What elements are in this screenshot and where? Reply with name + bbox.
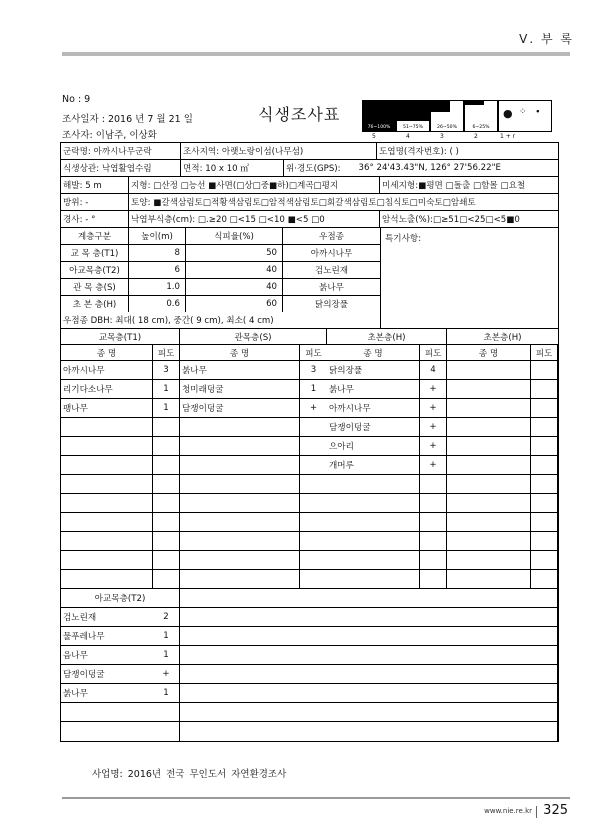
species-cell — [61, 570, 153, 589]
special-notes: 특기사항: — [385, 234, 422, 244]
coverage-number: 5 — [372, 133, 376, 140]
degree-cell — [531, 494, 558, 513]
species-cell — [447, 532, 531, 551]
species-cell — [447, 513, 531, 532]
species-cell — [180, 494, 300, 513]
degree-cell: + — [420, 456, 447, 475]
species-cell: 리기다소나무 — [61, 380, 153, 399]
soil-type: 토양: ■갈색삼림토□적황색삼림토□암적색삼림토□회갈색삼림토□침식토□미숙토□암쇄토 — [131, 198, 476, 208]
species-cell — [447, 570, 531, 589]
species-col-header: 종 명 — [327, 345, 420, 361]
species-cell — [327, 475, 420, 494]
species-cell — [327, 570, 420, 589]
species-cell — [447, 418, 531, 437]
degree-cell — [300, 475, 327, 494]
species-cell: 붉나무 — [180, 361, 300, 380]
degree-cell — [153, 437, 180, 456]
species-cell — [61, 551, 153, 570]
species-cell: 아까시나무 — [61, 361, 153, 380]
layer-cover: 40 — [186, 262, 283, 278]
species-cell — [447, 475, 531, 494]
species-cell: 음나무 — [61, 646, 153, 665]
species-cell: 아까시나무 — [327, 399, 420, 418]
micro-terrain: 미세지형:■평면 □돌출 □함몰 □요철 — [382, 181, 526, 191]
coverage-caption: 51~75% — [403, 125, 423, 130]
degree-cell — [420, 494, 447, 513]
survey-sheet — [60, 142, 559, 742]
layer-dominant: 닭의장풀 — [314, 300, 349, 310]
coverage-box-5 — [498, 100, 552, 132]
surveyors: 조사자: 이남주, 이상화 — [62, 130, 157, 141]
coverage-fill — [465, 101, 484, 105]
degree-cell — [300, 513, 327, 532]
blank-cell — [180, 703, 558, 722]
blank-cell — [180, 646, 558, 665]
page-number: 325 — [543, 803, 568, 818]
coverage-caption: 6~25% — [472, 125, 490, 130]
degree-cell — [153, 418, 180, 437]
species-cell — [61, 532, 153, 551]
dominant-col-header: 우점종 — [319, 232, 344, 242]
layer-name: 관 목 층(S) — [61, 279, 129, 295]
species-cell — [447, 380, 531, 399]
species-cell — [61, 722, 153, 741]
subcanopy-table — [61, 589, 558, 741]
layer-cover: 60 — [186, 296, 283, 312]
species-cell — [61, 494, 153, 513]
coverage-box-4 — [464, 100, 498, 132]
species-cell: 담쟁이덩굴 — [180, 399, 300, 418]
plot-area: 면적: 10 x 10 ㎡ — [181, 160, 284, 176]
page-title: 식생조사표 — [258, 105, 341, 124]
dominant-dbh: 우점종 DBH: 최대( 18 cm), 중간( 9 cm), 최소( 4 cm) — [63, 316, 274, 326]
degree-cell — [300, 532, 327, 551]
blank-cell — [180, 665, 558, 684]
layer-group-header: 교목층(T1) — [61, 329, 180, 345]
species-cell — [61, 475, 153, 494]
degree-cell: 3 — [153, 361, 180, 380]
degree-cell — [153, 494, 180, 513]
altitude: 해발: 5 m — [61, 177, 129, 193]
species-col-header: 종 명 — [61, 345, 153, 361]
species-cell — [180, 418, 300, 437]
degree-cell — [420, 532, 447, 551]
degree-cell: 3 — [300, 361, 327, 380]
layer-col-header: 계층구분 — [61, 228, 129, 244]
layer-dominant: 아까시나무 — [310, 249, 353, 259]
species-cell: 담쟁이덩굴 — [327, 418, 420, 437]
degree-cell: + — [420, 380, 447, 399]
info-row-2 — [61, 160, 558, 177]
info-row-3 — [61, 177, 558, 194]
layer-row — [61, 245, 380, 262]
layer-cover: 40 — [186, 279, 283, 295]
degree-cell — [531, 570, 558, 589]
species-cell — [447, 399, 531, 418]
degree-cell — [420, 513, 447, 532]
degree-cell — [153, 475, 180, 494]
survey-region: 조사지역: 아랫노랑이섬(나무섬) — [181, 143, 377, 159]
species-cell — [447, 494, 531, 513]
coverage-number: 4 — [406, 133, 410, 140]
degree-cell: 4 — [420, 361, 447, 380]
degree-cell — [153, 456, 180, 475]
layer-group-header: 관목층(S) — [180, 329, 327, 345]
degree-cell: 2 — [153, 608, 180, 627]
species-cell — [180, 437, 300, 456]
degree-cell — [300, 418, 327, 437]
dbh-row — [61, 312, 380, 328]
layer-row — [61, 296, 380, 312]
degree-cell — [531, 513, 558, 532]
physiognomy: 식생상관: 낙엽활엽수림 — [61, 160, 181, 176]
species-cell: 청미래덩굴 — [180, 380, 300, 399]
species-cell — [61, 456, 153, 475]
degree-cell — [300, 494, 327, 513]
degree-cell: + — [153, 665, 180, 684]
species-cell — [447, 551, 531, 570]
degree-cell — [300, 570, 327, 589]
layer-name: 아교목층(T2) — [61, 262, 129, 278]
degree-cell — [531, 475, 558, 494]
section-title: Ⅴ. 부 록 — [519, 32, 574, 46]
gps-label: 위·경도(GPS): — [286, 164, 341, 174]
species-cell — [327, 532, 420, 551]
layer-cover: 50 — [186, 245, 283, 261]
litter-layer: 낙엽부식층(cm): □.≥20 □<15 □<10 ■<5 □0 — [129, 211, 380, 227]
blank-cell — [180, 589, 558, 608]
species-table — [61, 329, 558, 589]
species-cell — [180, 475, 300, 494]
species-cell — [327, 513, 420, 532]
species-cell — [447, 456, 531, 475]
layer-height: 8 — [129, 245, 186, 261]
degree-cell — [531, 551, 558, 570]
cover-col-header: 식피율(%) — [186, 228, 283, 244]
species-cell — [327, 551, 420, 570]
coverage-fill — [397, 101, 429, 121]
degree-cell: + — [420, 437, 447, 456]
species-cell — [61, 513, 153, 532]
info-row-1 — [61, 143, 558, 160]
info-row-4 — [61, 194, 558, 211]
degree-cell — [531, 437, 558, 456]
info-row-5 — [61, 211, 558, 228]
degree-cell — [300, 551, 327, 570]
dot-symbol-icon: ● — [503, 107, 513, 120]
species-col-header: 종 명 — [447, 345, 531, 361]
layer-name: 초 본 층(H) — [61, 296, 129, 312]
rock-exposure: 암석노출(%):□≥51□<25□<5■0 — [382, 215, 520, 225]
degree-cell: + — [420, 399, 447, 418]
layer-section — [61, 228, 558, 329]
layer-row — [61, 262, 380, 279]
species-col-header: 종 명 — [180, 345, 300, 361]
site-url: www.nie.re.kr — [484, 807, 532, 815]
species-cell — [61, 703, 153, 722]
degree-cell: 1 — [153, 627, 180, 646]
degree-cell — [531, 399, 558, 418]
form-number: No : 9 — [62, 94, 91, 105]
species-cell — [61, 437, 153, 456]
degree-cell — [300, 437, 327, 456]
degree-cell: 1 — [153, 380, 180, 399]
degree-cell — [420, 570, 447, 589]
coverage-number: 3 — [440, 133, 444, 140]
gps-coordinates — [284, 160, 558, 176]
degree-cell — [153, 570, 180, 589]
species-cell: 검노린재 — [61, 608, 153, 627]
species-cell — [180, 551, 300, 570]
coverage-box-3 — [430, 100, 464, 132]
survey-date: 조사일자 : 2016 년 7 월 21 일 — [62, 114, 193, 125]
degree-cell: 1 — [153, 684, 180, 703]
degree-col-header: 피도 — [420, 345, 447, 361]
species-cell: 담쟁이덩굴 — [61, 665, 153, 684]
layer-group-header: 초본층(H) — [327, 329, 447, 345]
degree-cell — [300, 456, 327, 475]
map-number: 도엽명(격자번호): ( ) — [379, 147, 459, 157]
degree-cell: 1 — [153, 646, 180, 665]
layer-height: 0.6 — [129, 296, 186, 312]
footer-separator — [536, 806, 537, 818]
species-cell — [180, 570, 300, 589]
degree-cell — [420, 475, 447, 494]
coverage-caption: 26~50% — [437, 125, 457, 130]
degree-cell — [531, 532, 558, 551]
degree-cell — [531, 456, 558, 475]
top-rule — [62, 52, 570, 56]
dot-symbol-icon: ⁘ — [519, 107, 527, 117]
degree-cell — [531, 418, 558, 437]
degree-col-header: 피도 — [153, 345, 180, 361]
dot-symbol-icon: ∙ — [535, 107, 541, 117]
subcanopy-header: 아교목층(T2) — [61, 589, 180, 608]
height-col-header: 높이(m) — [129, 228, 186, 244]
species-cell: 닭의장풀 — [327, 361, 420, 380]
degree-cell — [531, 380, 558, 399]
species-cell — [180, 513, 300, 532]
degree-cell — [153, 532, 180, 551]
species-cell — [180, 456, 300, 475]
coverage-box-2 — [396, 100, 430, 132]
coverage-number: 2 — [474, 133, 478, 140]
species-cell — [327, 494, 420, 513]
degree-cell — [153, 722, 180, 741]
coverage-fill — [431, 101, 450, 112]
degree-cell — [153, 551, 180, 570]
project-name: 사업명: 2016년 전국 무인도서 자연환경조사 — [92, 769, 287, 780]
layer-height: 6 — [129, 262, 186, 278]
degree-cell: 1 — [300, 380, 327, 399]
aspect: 방위: - — [61, 194, 129, 210]
layer-height: 1.0 — [129, 279, 186, 295]
layer-dominant: 검노린재 — [314, 266, 349, 276]
species-cell — [447, 437, 531, 456]
species-cell — [447, 361, 531, 380]
species-cell: 붉나무 — [61, 684, 153, 703]
layer-header-row — [61, 228, 380, 245]
degree-cell — [153, 513, 180, 532]
degree-cell: 1 — [153, 399, 180, 418]
species-cell: 물푸레나무 — [61, 627, 153, 646]
degree-col-header: 피도 — [531, 345, 558, 361]
degree-cell — [531, 361, 558, 380]
slope: 경사: - ° — [61, 211, 129, 227]
coverage-box-1 — [362, 100, 396, 132]
degree-cell — [420, 551, 447, 570]
coverage-number: 1 + r — [500, 133, 516, 140]
layer-dominant: 붉나무 — [319, 283, 344, 293]
blank-cell — [180, 722, 558, 741]
blank-cell — [180, 627, 558, 646]
degree-cell: + — [420, 418, 447, 437]
bottom-rule — [62, 797, 570, 799]
species-cell: 팽나무 — [61, 399, 153, 418]
species-cell: 개머루 — [327, 456, 420, 475]
coverage-caption: 76~100% — [367, 125, 391, 130]
layer-table — [61, 228, 381, 328]
layer-group-header: 초본층(H) — [447, 329, 558, 345]
terrain: 지형: □산정 □능선 ■사면(□상□중■하)□계곡□평지 — [129, 177, 380, 193]
layer-name: 교 목 층(T1) — [61, 245, 129, 261]
blank-cell — [180, 608, 558, 627]
layer-row — [61, 279, 380, 296]
species-cell: 으아리 — [327, 437, 420, 456]
gps-value: 36° 24'43.43"N, 126° 27'56.22"E — [358, 163, 501, 173]
degree-col-header: 피도 — [300, 345, 327, 361]
species-cell — [180, 532, 300, 551]
degree-cell — [153, 703, 180, 722]
species-cell: 붉나무 — [327, 380, 420, 399]
community-name: 군락명: 아까시나무군락 — [61, 143, 181, 159]
degree-cell: + — [300, 399, 327, 418]
species-cell — [61, 418, 153, 437]
blank-cell — [180, 684, 558, 703]
